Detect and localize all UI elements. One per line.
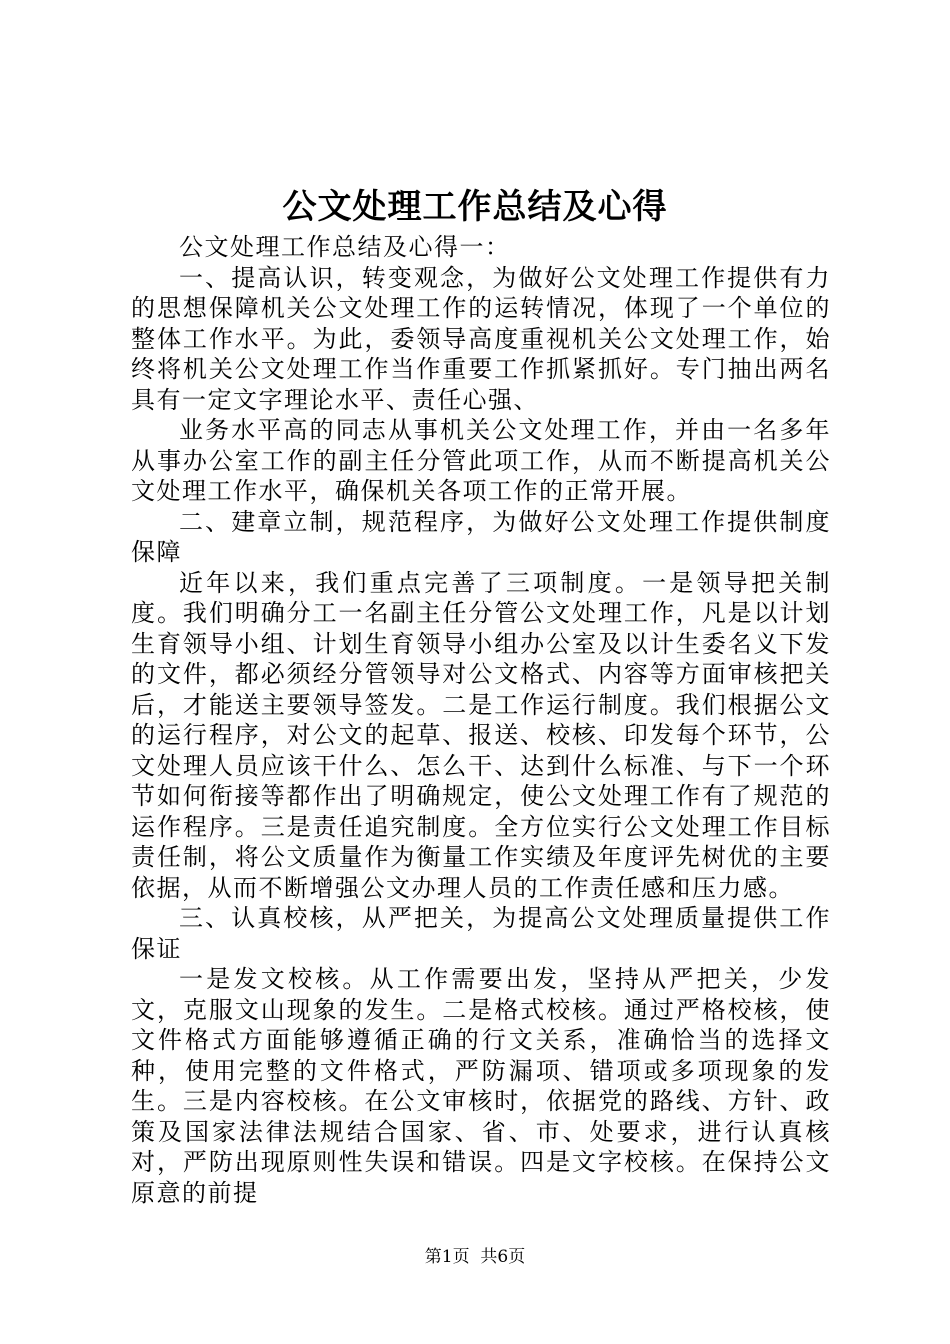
paragraph-section-2-heading: 二、建章立制，规范程序，为做好公文处理工作提供制度保障: [131, 507, 831, 566]
page-footer: [0, 1245, 950, 1269]
paragraph-section-2-body: 近年以来，我们重点完善了三项制度。一是领导把关制度。我们明确分工一名副主任分管公文处理工作，凡是以计划生育领导小组、计划生育领导小组办公室及以计生委名义下发的文件，都必须经分管领导对公文格式、内容等方面审核把关后，才能送主要领导签发。二是工作运行制度。我们根据公文的运行程序，对公文的起草、报送、校核、印发每个环节，公文处理人员应该干什么、怎么干、达到什么标准、与下一个环节如何衔接等都作出了明确规定，使公文处理工作有了规范的运作程序。三是责任追究制度。全方位实行公文处理工作目标责任制，将公文质量作为衡量工作实绩及年度评先树优的主要依据，从而不断增强公文办理人员的工作责任感和压力感。: [131, 568, 831, 902]
document-title: 公文处理工作总结及心得: [282, 187, 668, 227]
document-body: [131, 232, 831, 1208]
paragraph-intro: 公文处理工作总结及心得一：: [179, 233, 511, 261]
paragraph-section-1-cont: 业务水平高的同志从事机关公文处理工作，并由一名多年从事办公室工作的副主任分管此项工作，从而不断提高机关公文处理工作水平，确保机关各项工作的正常开展。: [131, 416, 831, 505]
paragraph-section-1: 一、提高认识，转变观念，为做好公文处理工作提供有力的思想保障机关公文处理工作的运转情况，体现了一个单位的整体工作水平。为此，委领导高度重视机关公文处理工作，始终将机关公文处理工作当作重要工作抓紧抓好。专门抽出两名具有一定文字理论水平、责任心强、: [131, 263, 831, 414]
page-total: 共6页: [480, 1247, 526, 1267]
paragraph-section-3-heading: 三、认真校核，从严把关，为提高公文处理质量提供工作保证: [131, 904, 831, 963]
page-number: 第1页: [424, 1247, 470, 1267]
paragraph-section-3-body: 一是发文校核。从工作需要出发，坚持从严把关，少发文，克服文山现象的发生。二是格式校核。通过严格校核，使文件格式方面能够遵循正确的行文关系，准确恰当的选择文种，使用完整的文件格式，严防漏项、错项或多项现象的发生。三是内容校核。在公文审核时，依据党的路线、方针、政策及国家法律法规结合国家、省、市、处要求，进行认真核对，严防出现原则性失误和错误。四是文字校核。在保持公文原意的前提: [131, 965, 831, 1207]
